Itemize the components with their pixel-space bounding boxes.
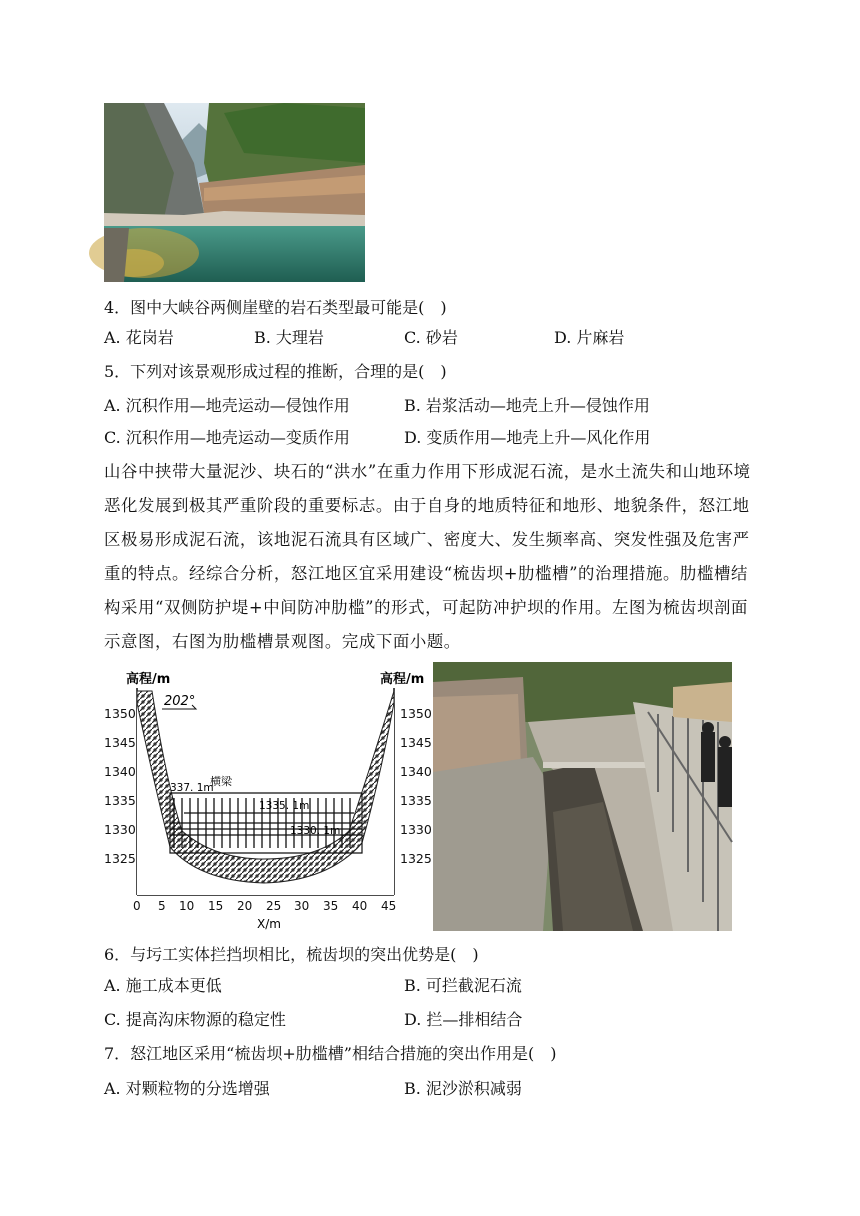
y-tick-right: 1350	[400, 706, 432, 721]
q6-option-c: C. 提高沟床物源的稳定性	[104, 1010, 286, 1029]
canyon-photo	[104, 103, 365, 282]
annot-1330: 1330. 1m	[290, 825, 341, 837]
q5-option-a: A. 沉积作用—地壳运动—侵蚀作用	[104, 396, 350, 415]
annot-beam: 横梁	[210, 775, 232, 788]
x-label: X/m	[257, 917, 281, 931]
x-tick: 0	[133, 899, 141, 913]
q4-option-d: D. 片麻岩	[554, 328, 625, 347]
q6-stem: 6．与圬工实体拦挡坝相比，梳齿坝的突出优势是( )	[104, 945, 479, 964]
q4-option-b: B. 大理岩	[254, 328, 324, 347]
rib-sill-channel-photo	[433, 662, 732, 931]
x-tick: 5	[158, 899, 166, 913]
x-tick: 30	[294, 899, 310, 913]
y-label-right: 高程/m	[380, 672, 425, 687]
q6-option-a: A. 施工成本更低	[104, 976, 222, 995]
x-tick: 15	[208, 899, 224, 913]
annot-337: 337. 1m	[170, 782, 214, 794]
x-tick: 35	[323, 899, 339, 913]
y-tick-left: 1345	[104, 735, 136, 750]
x-tick: 45	[381, 899, 397, 913]
y-tick-left: 1350	[104, 706, 136, 721]
x-tick: 25	[266, 899, 282, 913]
x-tick: 10	[179, 899, 195, 913]
y-tick-right: 1345	[400, 735, 432, 750]
q5-stem: 5．下列对该景观形成过程的推断，合理的是( )	[104, 362, 447, 381]
y-tick-left: 1325	[104, 851, 136, 866]
passage-text: 山谷中挟带大量泥沙、块石的“洪水”在重力作用下形成泥石流，是水土流失和山地环境恶化发展到极其严重阶段的重要标志。由于自身的地质特征和地形、地貌条件，怒江地区极易形成泥石流，该地泥石流具有区域广、密度大、发生频率高、突发性强及危害严重的特点。经综合分析，怒江地区宜采用建设“梳齿坝+肋槛槽”的治理措施。肋槛槽结构采用“双侧防护堤+中间防冲肋槛”的形式，可起防冲护坝的作用。左图为梳齿坝剖面示意图，右图为肋槛槽景观图。完成下面小题。	[104, 462, 751, 651]
annot-angle: 202°	[164, 694, 196, 709]
x-tick: 20	[237, 899, 253, 913]
q6-option-d: D. 拦—排相结合	[404, 1010, 523, 1029]
y-tick-right: 1335	[400, 793, 432, 808]
q5-option-d: D. 变质作用—地壳上升—风化作用	[404, 428, 651, 447]
q7-option-b: B. 泥沙淤积减弱	[404, 1079, 522, 1098]
y-tick-right: 1340	[400, 764, 432, 779]
y-tick-left: 1340	[104, 764, 136, 779]
q5-option-c: C. 沉积作用—地壳运动—变质作用	[104, 428, 350, 447]
q7-stem: 7．怒江地区采用“梳齿坝+肋槛槽”相结合措施的突出作用是( )	[104, 1044, 557, 1063]
x-tick: 40	[352, 899, 368, 913]
q4-stem: 4．图中大峡谷两侧崖壁的岩石类型最可能是( )	[104, 298, 447, 317]
y-tick-left: 1335	[104, 793, 136, 808]
q5-option-b: B. 岩浆活动—地壳上升—侵蚀作用	[404, 396, 650, 415]
y-label-left: 高程/m	[126, 672, 171, 687]
q7-option-a: A. 对颗粒物的分选增强	[104, 1079, 270, 1098]
y-tick-right: 1325	[400, 851, 432, 866]
q4-option-a: A. 花岗岩	[104, 328, 174, 347]
y-tick-left: 1330	[104, 822, 136, 837]
annot-1335: 1335. 1m	[259, 800, 310, 812]
comb-dam-diagram	[104, 663, 432, 933]
q6-option-b: B. 可拦截泥石流	[404, 976, 522, 995]
y-tick-right: 1330	[400, 822, 432, 837]
q4-option-c: C. 砂岩	[404, 328, 458, 347]
